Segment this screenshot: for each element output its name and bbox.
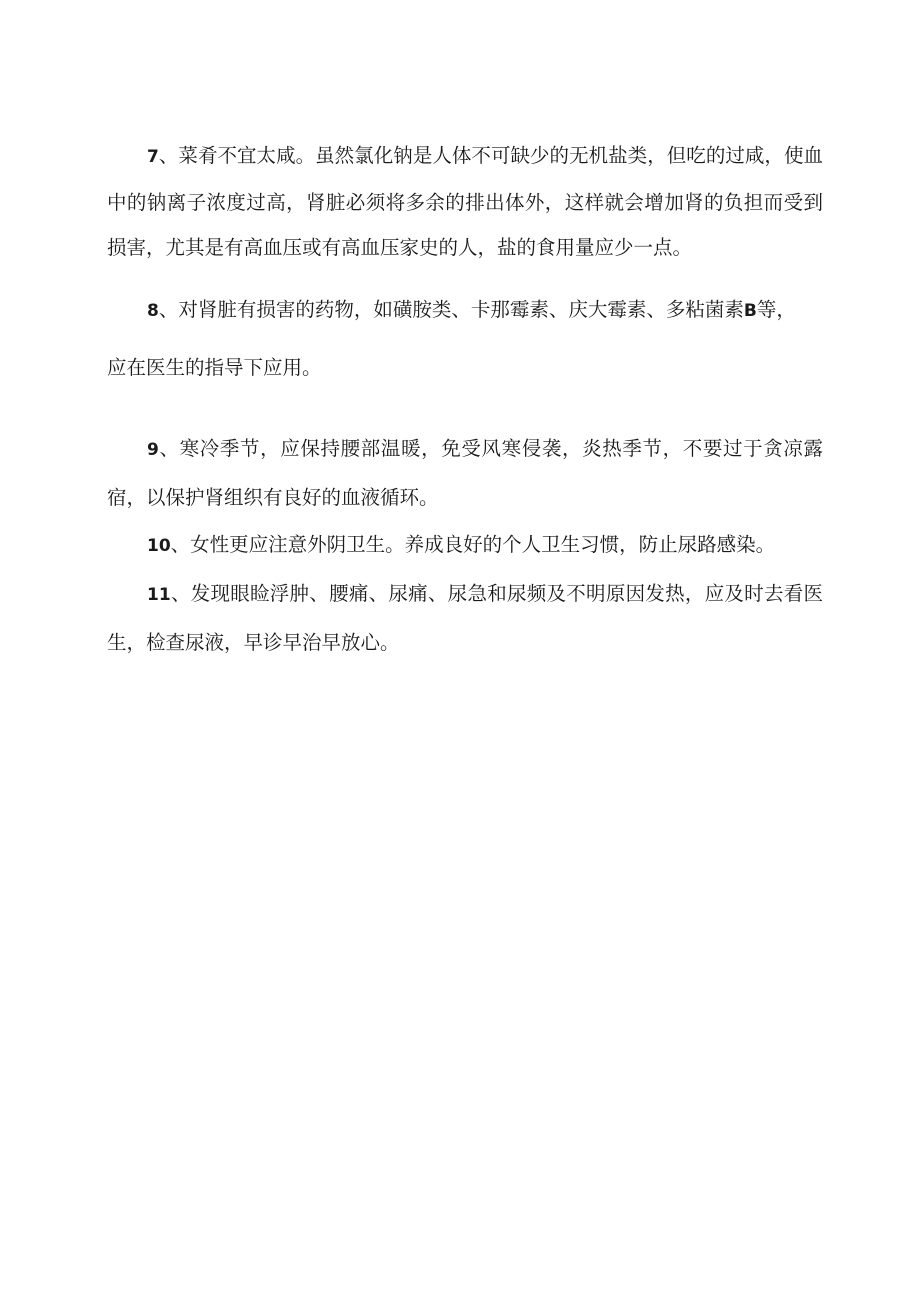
list-item-10 [107, 522, 823, 569]
list-item-7 [107, 133, 823, 270]
item-number: 11 [147, 585, 171, 605]
item-text: 、发现眼睑浮肿、腰痛、尿痛、尿急和尿频及不明原因发热，应及时去看医生，检查尿液，早诊早治早放心。 [107, 582, 823, 654]
item-number: 9 [147, 440, 159, 460]
item-text-continuation: 应在医生的指导下应用。 [107, 356, 322, 379]
item-text: 、女性更应注意外阴卫生。养成良好的个人卫生习惯，防止尿路感染。 [170, 533, 776, 556]
item-number: 8 [147, 301, 159, 321]
list-item-11 [107, 570, 823, 667]
item-text: 、寒冷季节，应保持腰部温暖，免受风寒侵袭，炎热季节，不要过于贪凉露宿，以保护肾组织有良好的血液循环。 [107, 437, 823, 509]
item-text-tail: 等， [756, 298, 796, 321]
list-item-8-continuation [107, 337, 823, 399]
item-text: 、菜肴不宜太咸。虽然氯化钠是人体不可缺少的无机盐类，但吃的过咸，使血中的钠离子浓度过高，肾脏必须将多余的排出体外，这样就会增加肾的负担而受到损害，尤其是有高血压或有高血压家史的人，盐的食用量应少一点。 [107, 144, 823, 259]
list-item-8 [107, 287, 823, 334]
item-number: 10 [147, 536, 171, 556]
list-item-9 [107, 425, 823, 522]
item-text-bold-letter: B [743, 301, 757, 321]
item-number: 7 [147, 147, 159, 167]
item-text: 、对肾脏有损害的药物，如磺胺类、卡那霉素、庆大霉素、多粘菌素 [158, 298, 744, 321]
